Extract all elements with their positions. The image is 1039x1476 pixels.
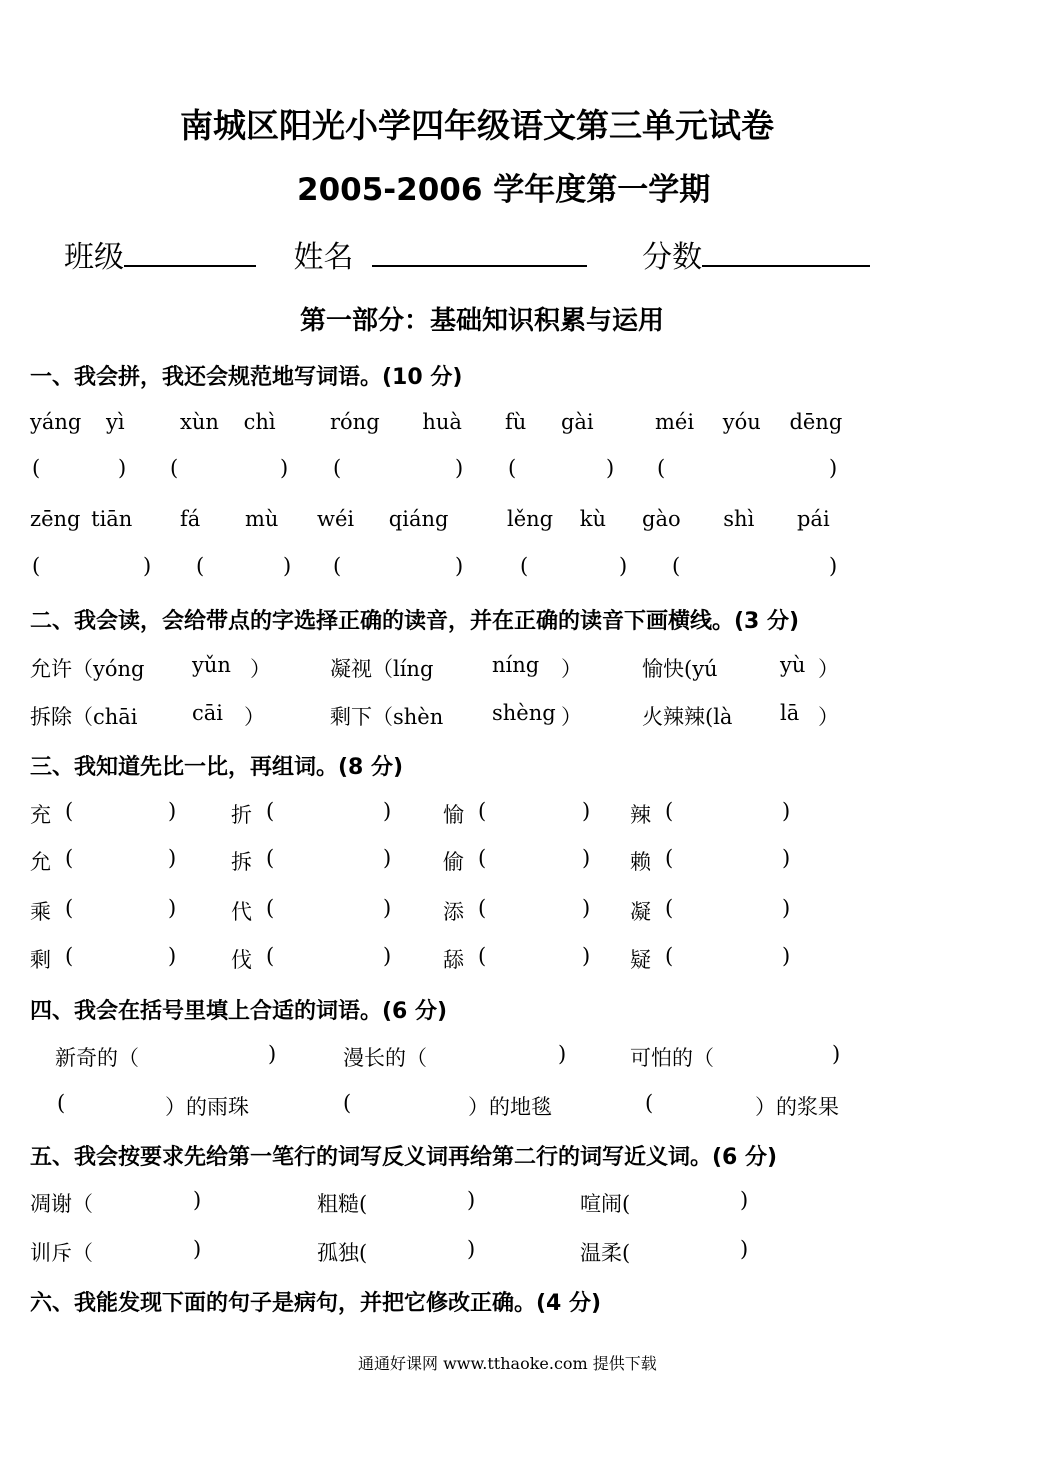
open-paren: ( [478, 799, 487, 823]
open-paren: ( [645, 1091, 654, 1115]
class-blank[interactable] [124, 235, 256, 267]
open-paren: ( [478, 896, 487, 920]
open-paren: ( [665, 799, 674, 823]
compare-char: 辣 [630, 803, 651, 827]
compare-char: 代 [231, 900, 252, 924]
name-label: 姓名 [293, 240, 354, 275]
reading-option[interactable]: yǔn [192, 653, 231, 677]
section-2-title: 二、我会读，会给带点的字选择正确的读音，并在正确的读音下画横线。(3 分) [30, 609, 800, 634]
section-1-title: 一、我会拼，我还会规范地写词语。(10 分) [30, 365, 463, 390]
close-paren: ) [582, 896, 591, 920]
compare-char: 赖 [630, 850, 651, 874]
reading-item-word: 允许（yóng [30, 657, 145, 681]
open-paren: ( [508, 456, 517, 480]
open-paren: ( [343, 1091, 352, 1115]
fill-phrase: ）的地毯 [468, 1095, 552, 1119]
reading-option[interactable]: yù [780, 653, 806, 677]
open-paren: ( [65, 846, 74, 870]
compare-char: 添 [443, 900, 464, 924]
open-paren: ( [266, 944, 275, 968]
section-5-title: 五、我会按要求先给第一笔行的词写反义词再给第二行的词写近义词。(6 分) [30, 1145, 778, 1170]
compare-char: 疑 [630, 948, 651, 972]
student-info-row [64, 232, 870, 276]
compare-row-3 [0, 896, 1039, 926]
word-item: 凋谢（ [30, 1192, 93, 1216]
fill-phrase: 可怕的（ [630, 1046, 714, 1070]
fill-phrase: ）的雨珠 [165, 1095, 249, 1119]
reading-item-word: 凝视（líng [330, 657, 434, 681]
pinyin-item: wéi qiáng [317, 507, 449, 531]
fill-row-1 [0, 1042, 1039, 1072]
reading-option[interactable]: níng [492, 653, 540, 677]
close-paren: ) [383, 846, 392, 870]
open-paren: ( [266, 799, 275, 823]
close-paren: ) [268, 1042, 277, 1066]
pinyin-item: xùn chì [180, 410, 276, 434]
close-paren: ) [168, 846, 177, 870]
close-paren: ) [558, 1042, 567, 1066]
reading-close: ） [250, 657, 271, 681]
pinyin-item: fá mù [180, 507, 279, 531]
word-item: 孤独( [317, 1241, 368, 1265]
close-paren: ) [383, 799, 392, 823]
answer-blanks-row-2 [0, 554, 1039, 584]
compare-char: 偷 [443, 850, 464, 874]
pinyin-row-2 [0, 507, 1039, 537]
open-paren: ( [32, 554, 41, 578]
pinyin-item: lěng kù [507, 507, 607, 531]
reading-close: ） [818, 657, 839, 681]
close-paren: ) [619, 554, 628, 578]
open-paren: ( [266, 896, 275, 920]
close-paren: ) [467, 1188, 476, 1212]
score-blank[interactable] [702, 235, 870, 267]
fill-phrase: ）的浆果 [755, 1095, 839, 1119]
close-paren: ) [829, 456, 838, 480]
reading-item-word: 愉快(yú [642, 657, 718, 681]
close-paren: ) [782, 896, 791, 920]
compare-char: 舔 [443, 948, 464, 972]
reading-option[interactable]: shèng [492, 701, 556, 725]
fill-row-2 [0, 1091, 1039, 1121]
close-paren: ) [283, 554, 292, 578]
open-paren: ( [196, 554, 205, 578]
reading-option[interactable]: lā [780, 701, 800, 725]
open-paren: ( [478, 846, 487, 870]
close-paren: ) [193, 1188, 202, 1212]
close-paren: ) [383, 944, 392, 968]
word-row-1 [0, 1188, 1039, 1218]
close-paren: ) [782, 944, 791, 968]
compare-char: 乘 [30, 900, 51, 924]
reading-close: ） [818, 705, 839, 729]
section-6-title: 六、我能发现下面的句子是病句，并把它修改正确。(4 分) [30, 1291, 602, 1316]
compare-row-2 [0, 846, 1039, 876]
reading-close: ） [561, 657, 582, 681]
compare-char: 剩 [30, 948, 51, 972]
part-one-title: 第一部分：基础知识积累与运用 [300, 306, 665, 336]
close-paren: ) [118, 456, 127, 480]
open-paren: ( [520, 554, 529, 578]
close-paren: ) [782, 846, 791, 870]
pinyin-item: zēng tiān [30, 507, 133, 531]
section-3-title: 三、我知道先比一比，再组词。(8 分) [30, 755, 404, 780]
close-paren: ) [582, 944, 591, 968]
close-paren: ) [168, 799, 177, 823]
close-paren: ) [455, 554, 464, 578]
close-paren: ) [168, 944, 177, 968]
open-paren: ( [65, 799, 74, 823]
word-item: 喧闹( [580, 1192, 631, 1216]
pinyin-item: méi yóu dēng [655, 410, 843, 434]
reading-close: ） [561, 705, 582, 729]
open-paren: ( [665, 846, 674, 870]
compare-char: 折 [231, 803, 252, 827]
pinyin-item: fù gài [505, 410, 594, 434]
close-paren: ) [143, 554, 152, 578]
fill-phrase: 新奇的（ [55, 1046, 139, 1070]
open-paren: ( [32, 456, 41, 480]
reading-option[interactable]: cāi [192, 701, 223, 725]
close-paren: ) [582, 799, 591, 823]
pinyin-item: gào shì pái [642, 507, 830, 531]
close-paren: ) [455, 456, 464, 480]
open-paren: ( [65, 944, 74, 968]
close-paren: ) [168, 896, 177, 920]
reading-item-word: 拆除（chāi [30, 705, 138, 729]
word-row-2 [0, 1237, 1039, 1267]
close-paren: ) [829, 554, 838, 578]
open-paren: ( [665, 944, 674, 968]
close-paren: ) [383, 896, 392, 920]
score-label: 分数 [642, 240, 703, 275]
reading-item-word: 火辣辣(là [642, 705, 733, 729]
answer-blanks-row-1 [0, 456, 1039, 486]
open-paren: ( [57, 1091, 66, 1115]
pinyin-row-1 [0, 410, 1039, 440]
compare-char: 凝 [630, 900, 651, 924]
compare-char: 允 [30, 850, 51, 874]
compare-char: 充 [30, 803, 51, 827]
close-paren: ) [280, 456, 289, 480]
open-paren: ( [657, 456, 666, 480]
reading-item-word: 剩下（shèn [330, 705, 444, 729]
open-paren: ( [478, 944, 487, 968]
pinyin-item: róng huà [330, 410, 462, 434]
close-paren: ) [832, 1042, 841, 1066]
close-paren: ) [582, 846, 591, 870]
fill-phrase: 漫长的（ [343, 1046, 427, 1070]
compare-row-1 [0, 799, 1039, 829]
word-item: 粗糙( [317, 1192, 368, 1216]
compare-char: 伐 [231, 948, 252, 972]
word-item: 温柔( [580, 1241, 631, 1265]
reading-close: ） [244, 705, 265, 729]
close-paren: ) [193, 1237, 202, 1261]
open-paren: ( [266, 846, 275, 870]
close-paren: ) [606, 456, 615, 480]
open-paren: ( [65, 896, 74, 920]
open-paren: ( [333, 554, 342, 578]
open-paren: ( [672, 554, 681, 578]
exam-subtitle: 2005-2006 学年度第一学期 [297, 172, 711, 208]
close-paren: ) [740, 1237, 749, 1261]
exam-title: 南城区阳光小学四年级语文第三单元试卷 [180, 106, 774, 145]
name-blank[interactable] [372, 235, 587, 267]
page-footer: 通通好课网 www.tthaoke.com 提供下载 [358, 1354, 657, 1373]
close-paren: ) [782, 799, 791, 823]
compare-char: 愉 [443, 803, 464, 827]
reading-row-1 [0, 653, 1039, 683]
reading-row-2 [0, 701, 1039, 731]
open-paren: ( [170, 456, 179, 480]
open-paren: ( [333, 456, 342, 480]
compare-char: 拆 [231, 850, 252, 874]
class-label: 班级 [64, 240, 124, 275]
close-paren: ) [740, 1188, 749, 1212]
compare-row-4 [0, 944, 1039, 974]
section-4-title: 四、我会在括号里填上合适的词语。(6 分) [30, 999, 448, 1024]
open-paren: ( [665, 896, 674, 920]
close-paren: ) [467, 1237, 476, 1261]
pinyin-item: yáng yì [30, 410, 125, 434]
word-item: 训斥（ [30, 1241, 93, 1265]
